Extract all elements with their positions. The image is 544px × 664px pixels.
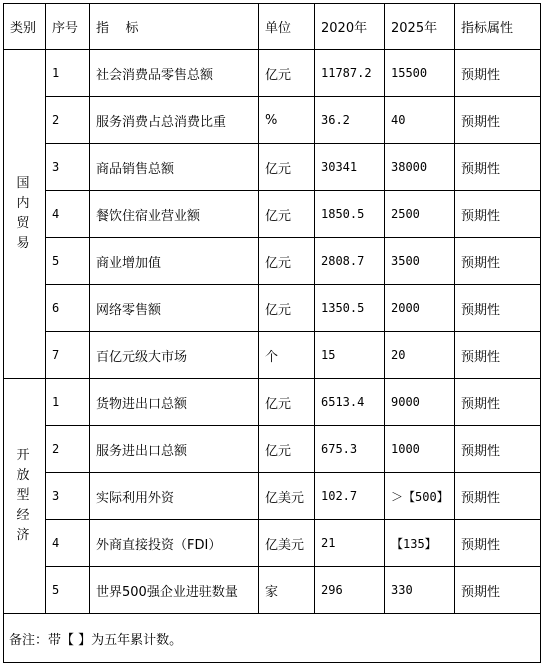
row-indicator: 百亿元级大市场	[90, 332, 259, 379]
row-unit: 亿美元	[259, 473, 315, 520]
row-value-2025: 20	[385, 332, 455, 379]
table-row	[4, 473, 541, 520]
row-seq: 1	[46, 379, 90, 426]
row-value-2020: 2808.7	[315, 238, 385, 285]
category-cell: 国内贸易	[4, 50, 46, 379]
row-value-2020: 1350.5	[315, 285, 385, 332]
row-unit: 亿元	[259, 285, 315, 332]
row-attribute: 预期性	[455, 191, 541, 238]
row-value-2025: 【135】	[385, 520, 455, 567]
row-attribute: 预期性	[455, 473, 541, 520]
row-seq: 4	[46, 191, 90, 238]
row-indicator: 商业增加值	[90, 238, 259, 285]
row-indicator: 外商直接投资（FDI）	[90, 520, 259, 567]
row-unit: 家	[259, 567, 315, 614]
row-attribute: 预期性	[455, 426, 541, 473]
row-attribute: 预期性	[455, 520, 541, 567]
note-row	[4, 614, 541, 663]
table-row	[4, 285, 541, 332]
row-value-2020: 15	[315, 332, 385, 379]
table-note: 备注：带【 】为五年累计数。	[4, 614, 541, 663]
row-indicator: 商品销售总额	[90, 144, 259, 191]
row-value-2020: 102.7	[315, 473, 385, 520]
row-unit: %	[259, 97, 315, 144]
row-unit: 亿元	[259, 379, 315, 426]
row-unit: 亿元	[259, 50, 315, 97]
row-indicator: 网络零售额	[90, 285, 259, 332]
row-value-2020: 36.2	[315, 97, 385, 144]
row-value-2025: 15500	[385, 50, 455, 97]
row-unit: 亿元	[259, 238, 315, 285]
row-value-2025: 2000	[385, 285, 455, 332]
header-seq: 序号	[46, 4, 90, 50]
row-attribute: 预期性	[455, 238, 541, 285]
table-row	[4, 520, 541, 567]
row-seq: 7	[46, 332, 90, 379]
row-attribute: 预期性	[455, 567, 541, 614]
row-value-2020: 6513.4	[315, 379, 385, 426]
row-seq: 5	[46, 567, 90, 614]
row-value-2025: 9000	[385, 379, 455, 426]
row-seq: 6	[46, 285, 90, 332]
row-indicator: 实际利用外资	[90, 473, 259, 520]
table-row	[4, 238, 541, 285]
row-indicator: 社会消费品零售总额	[90, 50, 259, 97]
row-seq: 2	[46, 426, 90, 473]
row-value-2020: 675.3	[315, 426, 385, 473]
row-value-2020: 21	[315, 520, 385, 567]
table-row	[4, 50, 541, 97]
row-value-2020: 11787.2	[315, 50, 385, 97]
row-value-2025: 3500	[385, 238, 455, 285]
row-unit: 亿元	[259, 144, 315, 191]
row-value-2020: 296	[315, 567, 385, 614]
row-seq: 3	[46, 144, 90, 191]
row-attribute: 预期性	[455, 144, 541, 191]
row-seq: 5	[46, 238, 90, 285]
row-value-2020: 1850.5	[315, 191, 385, 238]
table-row	[4, 97, 541, 144]
indicator-table	[3, 3, 541, 663]
row-seq: 1	[46, 50, 90, 97]
row-value-2025: 2500	[385, 191, 455, 238]
row-value-2025: 40	[385, 97, 455, 144]
table-body	[4, 4, 541, 663]
row-attribute: 预期性	[455, 332, 541, 379]
table-row	[4, 191, 541, 238]
row-value-2020: 30341	[315, 144, 385, 191]
header-2025: 2025年	[385, 4, 455, 50]
row-value-2025: 1000	[385, 426, 455, 473]
row-attribute: 预期性	[455, 97, 541, 144]
row-attribute: 预期性	[455, 50, 541, 97]
header-2020: 2020年	[315, 4, 385, 50]
header-category: 类别	[4, 4, 46, 50]
table-row	[4, 567, 541, 614]
row-value-2025: 38000	[385, 144, 455, 191]
row-value-2025: 330	[385, 567, 455, 614]
row-attribute: 预期性	[455, 379, 541, 426]
row-seq: 3	[46, 473, 90, 520]
header-indicator: 指 标	[90, 4, 259, 50]
row-indicator: 世界500强企业进驻数量	[90, 567, 259, 614]
row-unit: 亿元	[259, 426, 315, 473]
header-unit: 单位	[259, 4, 315, 50]
header-attribute: 指标属性	[455, 4, 541, 50]
row-indicator: 服务消费占总消费比重	[90, 97, 259, 144]
row-value-2025: ＞【500】	[385, 473, 455, 520]
header-row	[4, 4, 541, 50]
table-row	[4, 144, 541, 191]
row-seq: 2	[46, 97, 90, 144]
row-attribute: 预期性	[455, 285, 541, 332]
row-unit: 亿美元	[259, 520, 315, 567]
category-cell: 开放型经济	[4, 379, 46, 614]
table-row	[4, 426, 541, 473]
row-unit: 个	[259, 332, 315, 379]
row-indicator: 货物进出口总额	[90, 379, 259, 426]
row-indicator: 餐饮住宿业营业额	[90, 191, 259, 238]
row-seq: 4	[46, 520, 90, 567]
table-row	[4, 379, 541, 426]
row-indicator: 服务进出口总额	[90, 426, 259, 473]
table-row	[4, 332, 541, 379]
row-unit: 亿元	[259, 191, 315, 238]
